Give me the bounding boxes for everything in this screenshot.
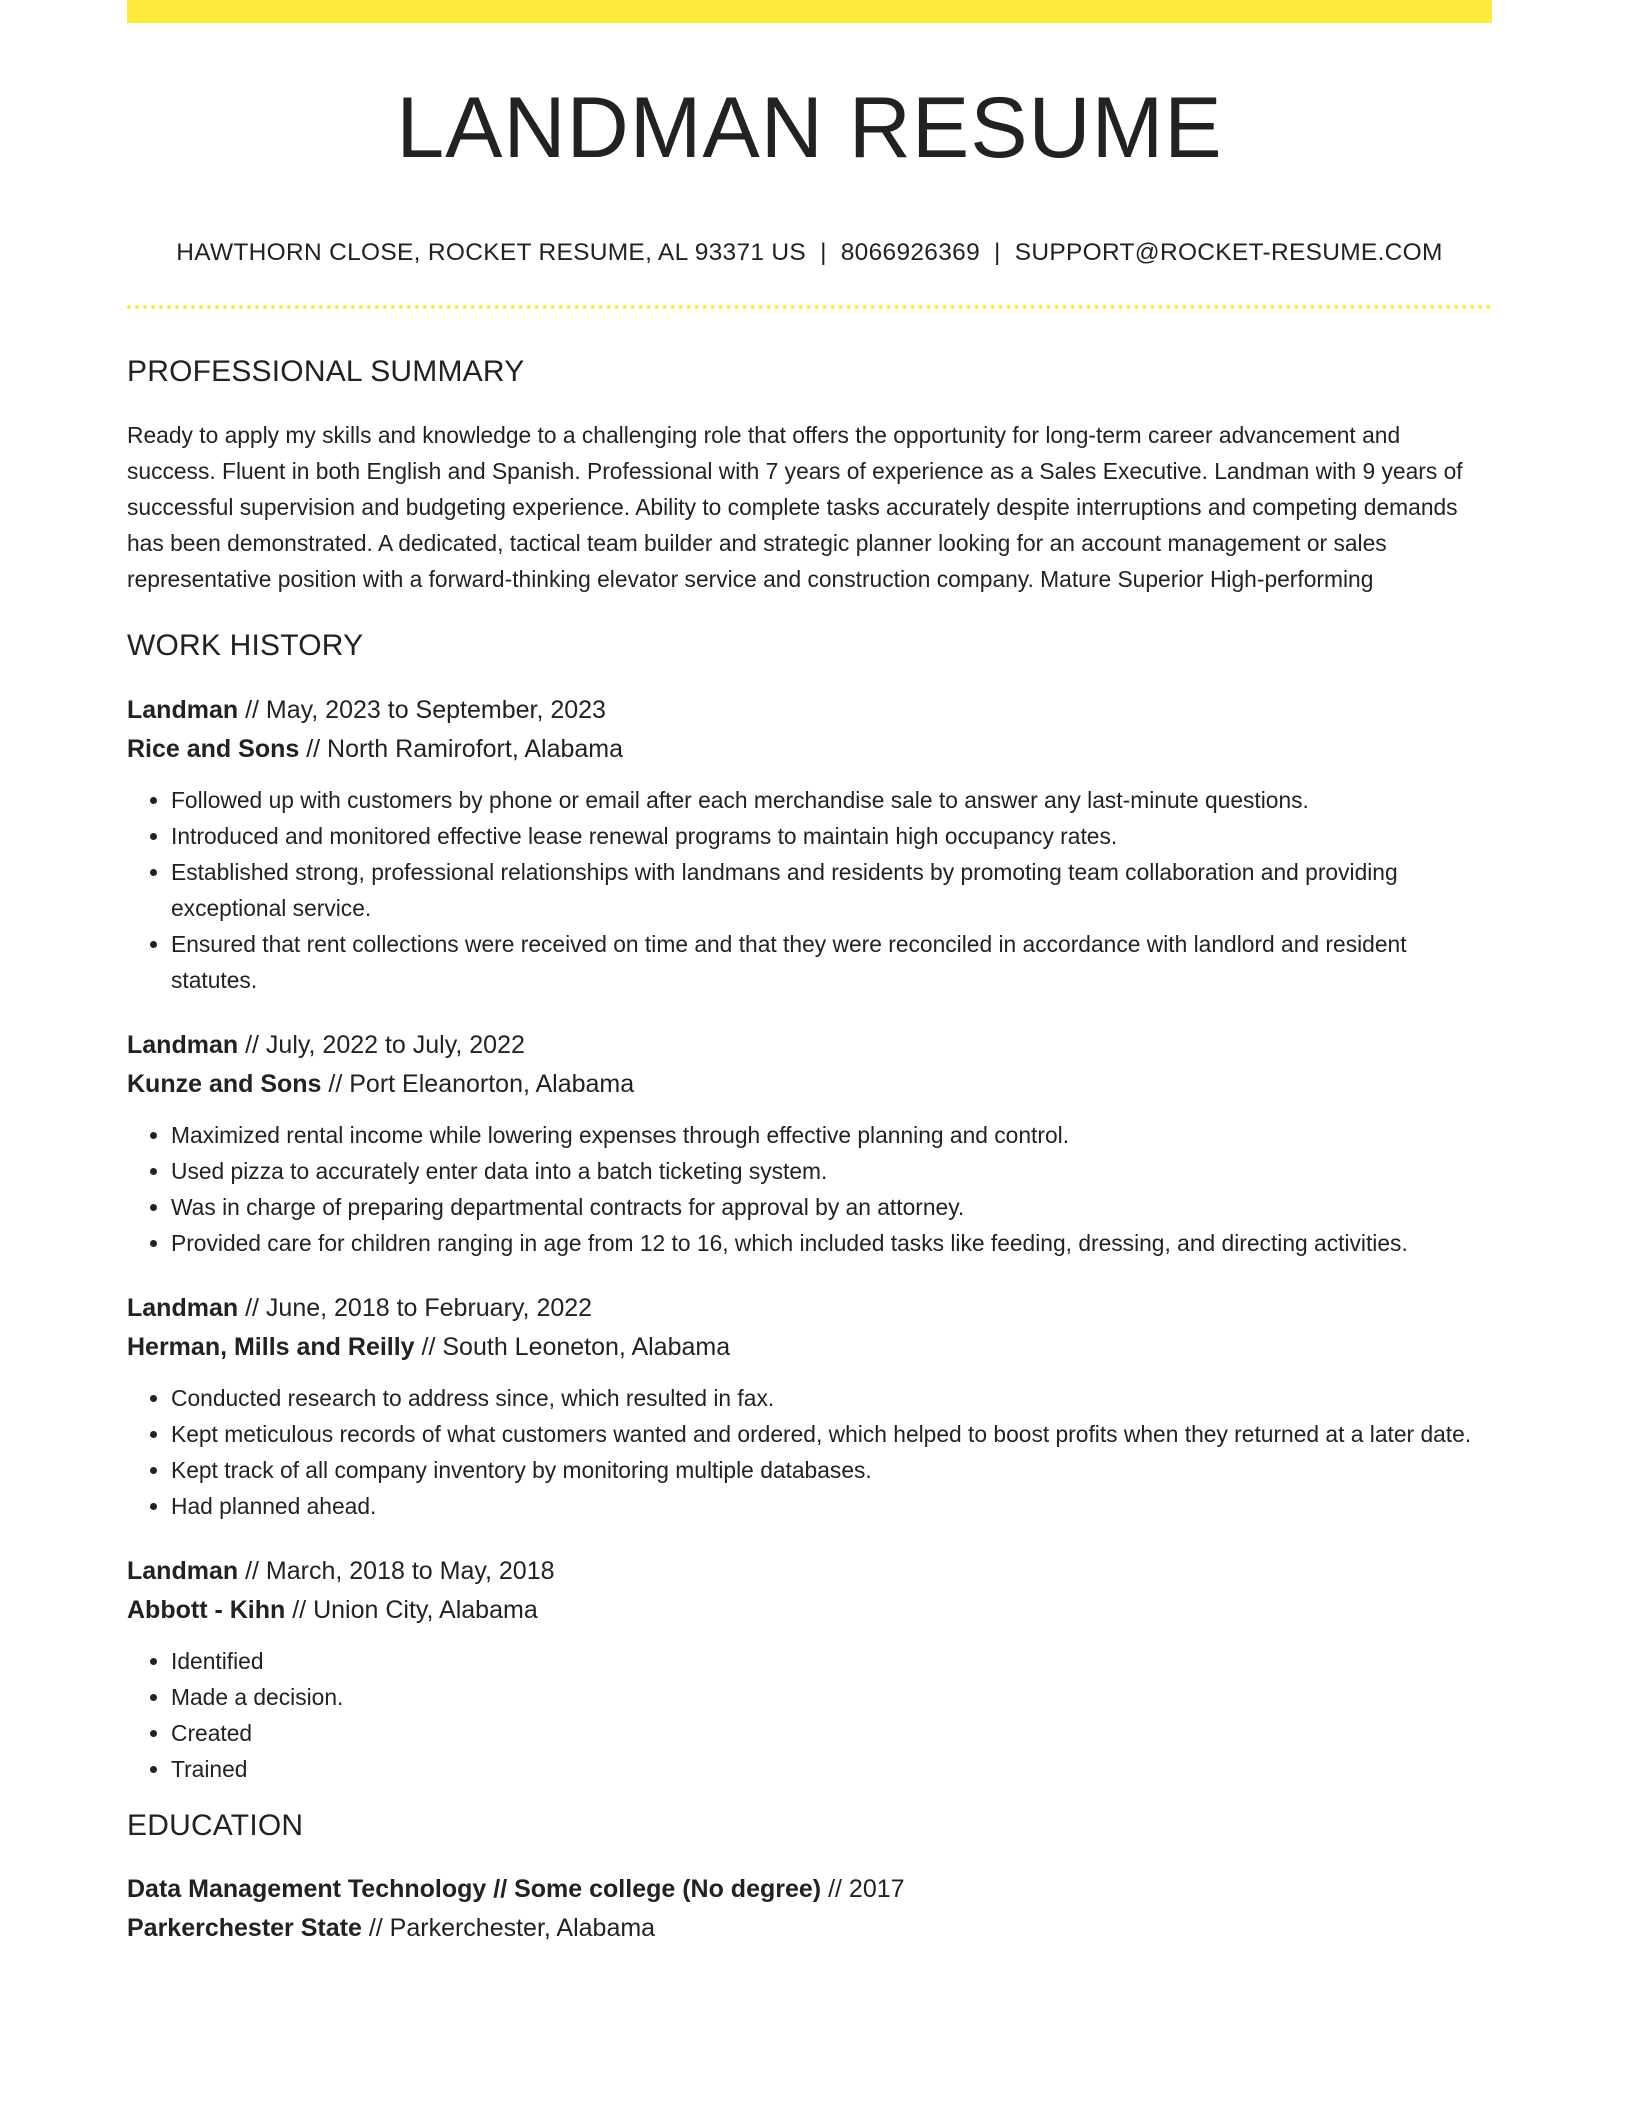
job-bullet: • Had planned ahead. [171, 1488, 1492, 1524]
job-title: Landman [127, 1557, 239, 1585]
section-heading-summary: PROFESSIONAL SUMMARY [127, 355, 525, 388]
job-bullets [127, 1643, 1492, 1787]
job-bullet: • Introduced and monitored effective lease renewal programs to maintain high occupancy rates. [171, 818, 1492, 854]
job-entry [127, 691, 1492, 998]
education-degree: Data Management Technology // Some college (No degree) [127, 1875, 822, 1903]
job-bullet: • Ensured that rent collections were received on time and that they were reconciled in accordance with landlord and resident statutes. [171, 926, 1492, 998]
job-bullet: • Made a decision. [171, 1679, 1492, 1715]
job-location: // Port Eleanorton, Alabama [328, 1070, 635, 1098]
job-bullet: • Conducted research to address since, which resulted in fax. [171, 1380, 1492, 1416]
job-dates: // May, 2023 to September, 2023 [245, 696, 606, 724]
job-company-line [127, 1591, 1492, 1630]
job-company: Abbott - Kihn [127, 1596, 286, 1624]
job-company-line [127, 1065, 1492, 1104]
job-company: Rice and Sons [127, 735, 300, 763]
job-bullet: • Kept track of all company inventory by monitoring multiple databases. [171, 1452, 1492, 1488]
job-bullet: • Established strong, professional relationships with landmans and residents by promoting team collaboration and providing exceptional service. [171, 854, 1492, 926]
summary-text: Ready to apply my skills and knowledge to a challenging role that offers the opportunity for long-term career advancement and success. Fluent in both English and Spanish. Professional with 7 years of experience as a Sales Executive. Landman with 9 years of successful supervision and budgeting experience. Ability to complete tasks accurately despite interruptions and competing demands has been demonstrated. A dedicated, tactical team builder and strategic planner looking for an account management or sales representative position with a forward-thinking elevator service and construction company. Mature Superior High-performing [127, 422, 1463, 592]
job-bullet: • Created [171, 1715, 1492, 1751]
job-title: Landman [127, 696, 239, 724]
job-title-line [127, 1552, 1492, 1591]
job-entry [127, 1289, 1492, 1524]
section-heading-education: EDUCATION [127, 1809, 304, 1842]
education-degree-line [127, 1870, 1492, 1909]
job-dates: // July, 2022 to July, 2022 [245, 1031, 525, 1059]
job-bullet: • Provided care for children ranging in age from 12 to 16, which included tasks like feeding, dressing, and directing activities. [171, 1225, 1492, 1261]
education-school: Parkerchester State [127, 1914, 362, 1942]
education-year: // 2017 [828, 1875, 905, 1903]
contact-phone: 8066926369 [840, 239, 981, 266]
job-bullets [127, 1117, 1492, 1261]
job-dates: // June, 2018 to February, 2022 [245, 1294, 593, 1322]
contact-address: HAWTHORN CLOSE, ROCKET RESUME, AL 93371 US [176, 239, 807, 266]
job-title-line [127, 1289, 1492, 1328]
education-entry [127, 1870, 1492, 1948]
job-company: Kunze and Sons [127, 1070, 322, 1098]
job-bullet: • Was in charge of preparing departmental contracts for approval by an attorney. [171, 1189, 1492, 1225]
job-bullets [127, 1380, 1492, 1524]
contact-line [127, 239, 1492, 267]
job-bullet: • Identified [171, 1643, 1492, 1679]
job-location: // Union City, Alabama [292, 1596, 538, 1624]
resume-page [127, 0, 1492, 1948]
section-heading-work-history: WORK HISTORY [127, 629, 364, 662]
job-bullet: • Trained [171, 1751, 1492, 1787]
contact-email: SUPPORT@ROCKET-RESUME.COM [1014, 239, 1443, 266]
job-bullet: • Used pizza to accurately enter data into a batch ticketing system. [171, 1153, 1492, 1189]
contact-separator: | [820, 239, 827, 266]
job-company: Herman, Mills and Reilly [127, 1333, 415, 1361]
job-bullets [127, 782, 1492, 998]
job-company-line [127, 730, 1492, 769]
job-bullet: • Kept meticulous records of what customers wanted and ordered, which helped to boost profits when they returned at a later date. [171, 1416, 1492, 1452]
job-bullet: • Followed up with customers by phone or email after each merchandise sale to answer any last-minute questions. [171, 782, 1492, 818]
accent-bar [127, 0, 1492, 23]
contact-separator: | [994, 239, 1001, 266]
job-entry [127, 1552, 1492, 1787]
job-title-line [127, 1026, 1492, 1065]
education-school-line [127, 1909, 1492, 1948]
job-title-line [127, 691, 1492, 730]
dotted-divider [127, 305, 1492, 309]
job-title: Landman [127, 1031, 239, 1059]
job-location: // North Ramirofort, Alabama [306, 735, 624, 763]
job-company-line [127, 1328, 1492, 1367]
job-location: // South Leoneton, Alabama [421, 1333, 731, 1361]
education-location: // Parkerchester, Alabama [368, 1914, 656, 1942]
job-entry [127, 1026, 1492, 1261]
job-bullet: • Maximized rental income while lowering expenses through effective planning and control. [171, 1117, 1492, 1153]
resume-title: LANDMAN RESUME [396, 80, 1223, 176]
job-dates: // March, 2018 to May, 2018 [245, 1557, 555, 1585]
job-title: Landman [127, 1294, 239, 1322]
